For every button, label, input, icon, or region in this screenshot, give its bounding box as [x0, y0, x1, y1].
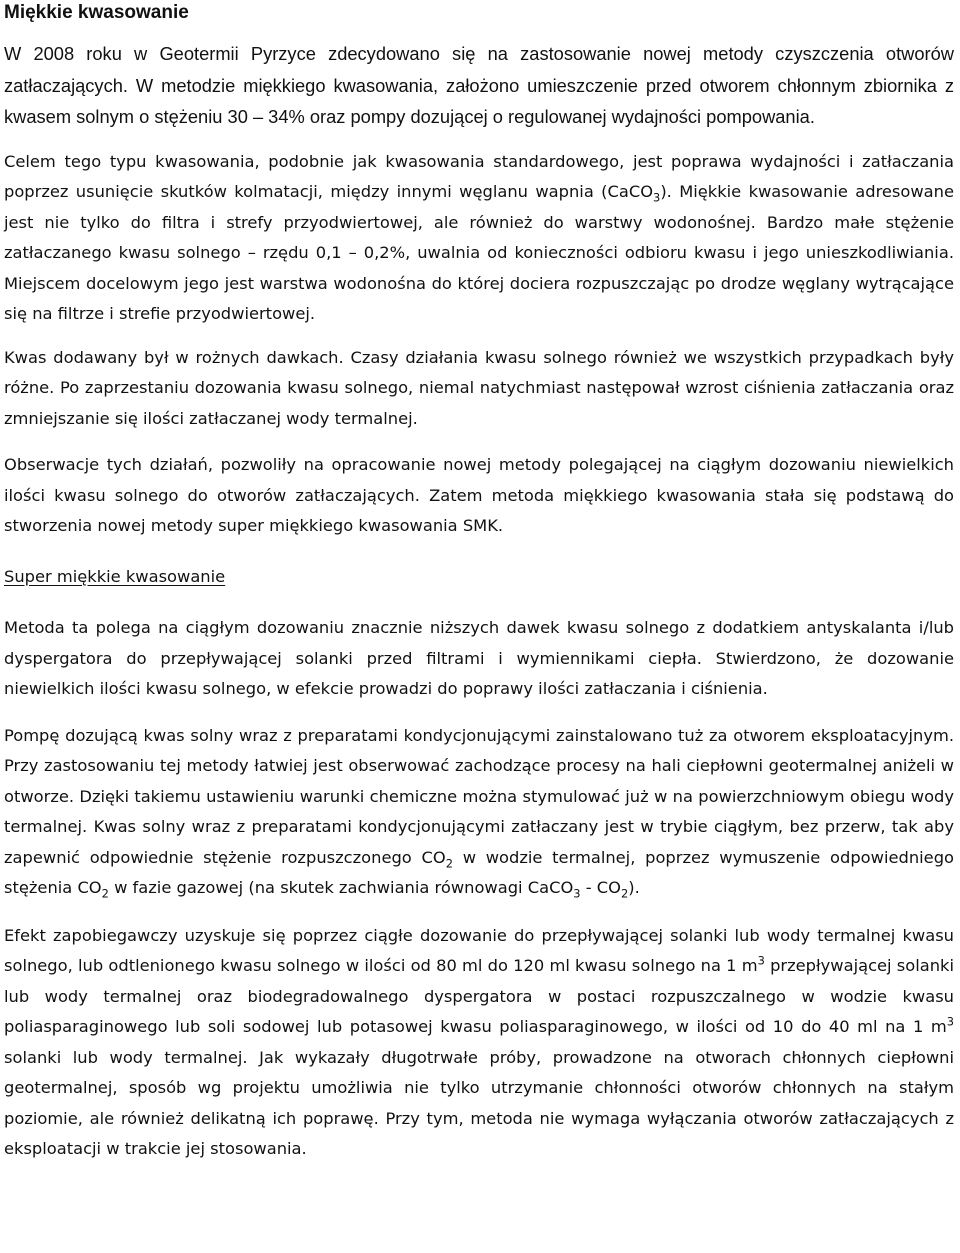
- text-run: w wodzie termalnej, poprzez wymuszenie odpowiedniego stężenia CO: [4, 847, 954, 897]
- subscript: 3: [653, 190, 661, 205]
- paragraph-doses: Kwas dodawany był w rożnych dawkach. Czasy działania kwasu solnego również we wszystkich przypadkach były różne. Po zaprzestaniu dozowania kwasu solnego, niemal natychmiast następował wzrost ciśnienia zatłaczania oraz zmniejszanie się ilości zatłaczanej wody termalnej.: [4, 347, 954, 428]
- paragraph-pump: [4, 721, 954, 904]
- superscript: 3: [946, 1014, 954, 1029]
- subscript: 3: [573, 886, 581, 901]
- subscript: 2: [445, 855, 453, 870]
- subscript: 2: [101, 886, 109, 901]
- text-run: Efekt zapobiegawczy uzyskuje się poprzez ciągłe dozowanie do przepływającej solanki lub wody termalnej kwasu solnego, lub odtlenionego kwasu solnego w ilości od 80 ml do 120 ml kwasu solnego na 1 m: [4, 925, 954, 975]
- text-run: - CO: [580, 878, 621, 897]
- section-heading-soft-acidizing: Miękkie kwasowanie: [4, 2, 189, 23]
- superscript: 3: [757, 953, 765, 968]
- subscript: 2: [620, 886, 629, 901]
- paragraph-purpose: [4, 147, 954, 330]
- text-run: ).: [628, 878, 640, 897]
- paragraph-observations: Obserwacje tych działań, pozwoliły na opracowanie nowej metody polegającej na ciągłym dozowaniu niewielkich ilości kwasu solnego do otworów zatłaczających. Zatem metoda miękkiego kwasowania stała się podstawą do stworzenia nowej metody super miękkiego kwasowania SMK.: [4, 455, 954, 535]
- text-run: solanki lub wody termalnej. Jak wykazały długotrwałe próby, prowadzone na otworach chłonnych ciepłowni geotermalnej, sposób wg projektu umożliwia nie tylko utrzymanie chłonności otworów chłonnych na stałym poziomie, ale również delikatną ich poprawę. Przy tym, metoda nie wymaga wyłączania otworów zatłaczających z eksploatacji w trakcie jej stosowania.: [4, 1047, 954, 1158]
- text-run: przepływającej solanki lub wody termalnej oraz biodegradowalnego dyspergatora w postaci rozpuszczalnego w wodzie kwasu poliasparaginowego lub soli sodowej lub potasowej kwasu poliasparaginowego, w ilości od 10 do 40 ml na 1 m: [4, 956, 954, 1036]
- text-run: w fazie gazowej (na skutek zachwiania równowagi CaCO: [108, 878, 574, 897]
- text-run: ). Miękkie kwasowanie adresowane jest nie tylko do filtra i strefy przyodwiertowej, ale również do warstwy wodonośnej. Bardzo małe stężenie zatłaczanego kwasu solnego – rzędu 0,1 – 0,2%, uwalnia od konieczności odbioru kwasu i jego unieszkodliwiania. Miejscem docelowym jego jest warstwa wodonośna do której dociera rozpuszczając po drodze węglany wytrącające się na filtrze i strefie przyodwiertowej.: [4, 182, 954, 323]
- paragraph-method: Metoda ta polega na ciągłym dozowaniu znacznie niższych dawek kwasu solnego z dodatkiem antyskalanta i/lub dyspergatora do przepływającej solanki przed filtrami i wymiennikami ciepła. Stwierdzono, że dozowanie niewielkich ilości kwasu solnego, w efekcie prowadzi do poprawy ilości zatłaczania i ciśnienia.: [4, 618, 954, 698]
- paragraph-preventive-effect: [4, 921, 954, 1165]
- paragraph-intro: W 2008 roku w Geotermii Pyrzyce zdecydowano się na zastosowanie nowej metody czyszczenia otworów zatłaczających. W metodzie miękkiego kwasowania, założono umieszczenie przed otworem chłonnym zbiornika z kwasem solnym o stężeniu 30 – 34% oraz pompy dozującej o regulowanej wydajności pompowania.: [4, 43, 954, 127]
- section-heading-super-soft-acidizing: Super miękkie kwasowanie: [4, 566, 226, 586]
- text-run: Pompę dozującą kwas solny wraz z preparatami kondycjonującymi zainstalowano tuż za otworem eksploatacyjnym. Przy zastosowaniu tej metody łatwiej jest obserwować zachodzące procesy na hali ciepłowni geotermalnej aniżeli w otworze. Dzięki takiemu ustawieniu warunki chemiczne można stymulować już w na powierzchniowym obiegu wody termalnej. Kwas solny wraz z preparatami kondycjonującymi zatłaczany jest w trybie ciągłym, bez przerw, tak aby zapewnić odpowiednie stężenie rozpuszczonego CO: [4, 725, 954, 867]
- text-run: Celem tego typu kwasowania, podobnie jak kwasowania standardowego, jest poprawa wydajności i zatłaczania poprzez usunięcie skutków kolmatacji, między innymi węglanu wapnia (CaCO: [4, 151, 954, 201]
